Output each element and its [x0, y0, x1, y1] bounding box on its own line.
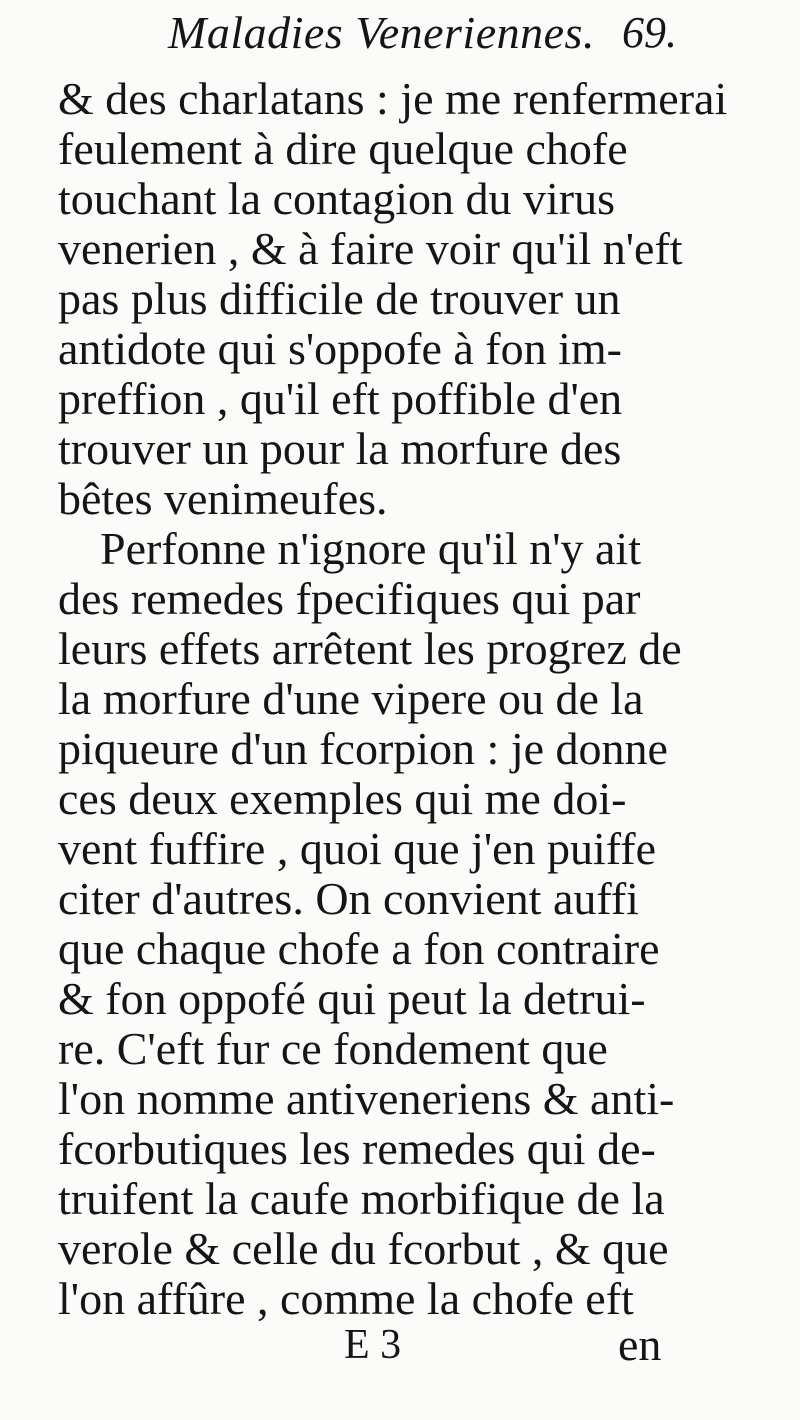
text-line-20: re. C'eft fur ce fondement que — [58, 1023, 608, 1074]
running-head — [0, 4, 800, 66]
text-line-8: trouver un pour la morfure des — [58, 423, 622, 474]
text-line-21: l'on nomme antiveneriens & anti- — [58, 1073, 675, 1124]
text-line-14: piqueure d'un fcorpion : je donne — [58, 723, 668, 774]
text-line-19: & fon oppofé qui peut la detrui- — [58, 973, 646, 1024]
text-line-11: des remedes fpecifiques qui par — [58, 573, 641, 624]
text-line-1: & des charlatans : je me renfermerai — [58, 73, 728, 124]
text-line-5: pas plus difficile de trouver un — [58, 273, 621, 324]
text-line-18: que chaque chofe a fon contraire — [58, 923, 660, 974]
text-line-7: preffion , qu'il eft poffible d'en — [58, 373, 623, 424]
catchword: en — [618, 1319, 662, 1370]
signature-mark: E 3 — [344, 1322, 402, 1368]
page-number: 69. — [622, 8, 677, 57]
text-line-13: la morfure d'une vipere ou de la — [58, 673, 644, 724]
text-line-17: citer d'autres. On convient auffi — [58, 873, 639, 924]
text-line-24: verole & celle du fcorbut , & que — [58, 1223, 669, 1274]
text-line-23: truifent la caufe morbifique de la — [58, 1173, 665, 1224]
text-line-10: Perfonne n'ignore qu'il n'y ait — [100, 523, 641, 574]
text-line-25: l'on affûre , comme la chofe eft — [58, 1273, 634, 1324]
text-line-4: venerien , & à faire voir qu'il n'eft — [58, 223, 683, 274]
text-line-16: vent fuffire , quoi que j'en puiffe — [58, 823, 657, 874]
text-line-6: antidote qui s'oppofe à fon im- — [58, 323, 622, 374]
text-line-15: ces deux exemples qui me doi- — [58, 773, 627, 824]
text-line-22: fcorbutiques les remedes qui de- — [58, 1123, 656, 1174]
text-line-2: feulement à dire quelque chofe — [58, 123, 628, 174]
text-line-3: touchant la contagion du virus — [58, 173, 615, 224]
text-line-12: leurs effets arrêtent les progrez de — [58, 623, 682, 674]
page-footer — [0, 1316, 800, 1376]
running-title: Maladies Veneriennes. — [168, 7, 595, 58]
text-line-9: bêtes venimeufes. — [58, 473, 388, 524]
